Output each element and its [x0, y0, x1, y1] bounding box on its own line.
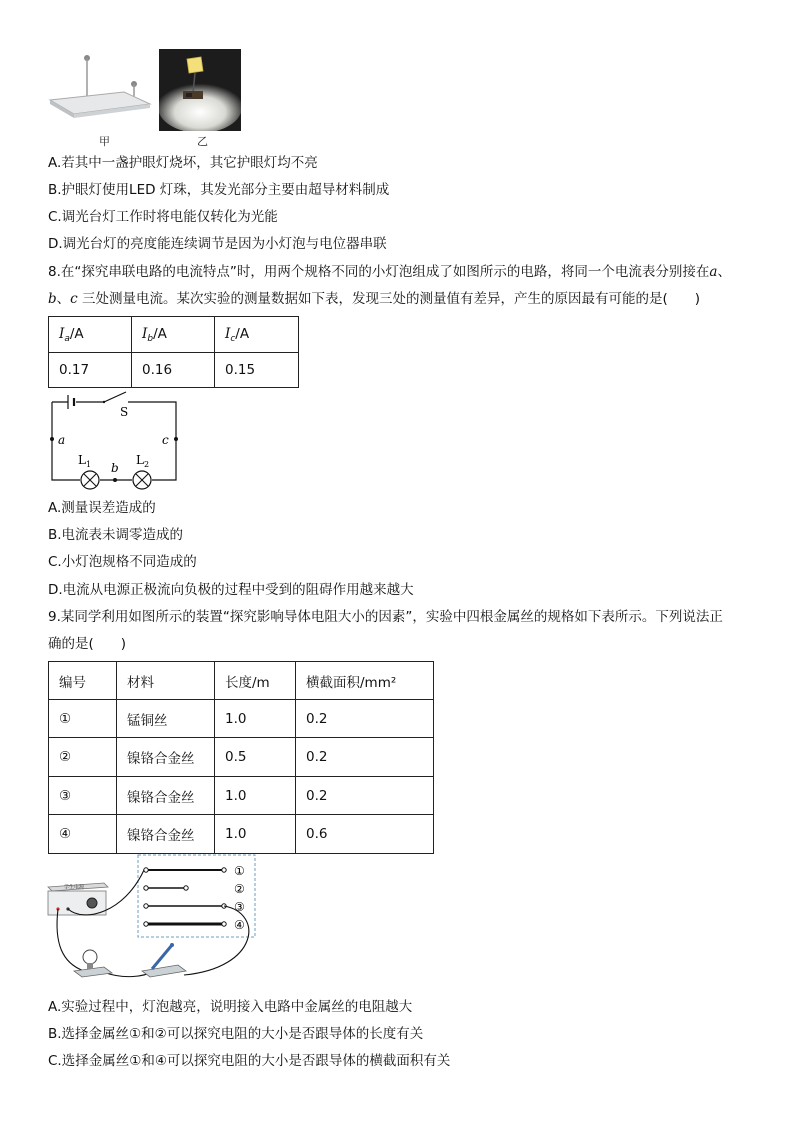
q7-option-c: C.调光台灯工作时将电能仅转化为光能 — [48, 209, 278, 225]
table-row: ④ 镍铬合金丝 1.0 0.6 — [49, 815, 434, 854]
resistance-apparatus-diagram — [44, 853, 260, 988]
q7-option-b: B.护眼灯使用LED 灯珠，其发光部分主要由超导材料制成 — [48, 182, 390, 198]
q8-stem-line1: 8.在“探究串联电路的电流特点”时，用两个规格不同的小灯泡组成了如图所示的电路，将同一个电流表分别接在a、 — [48, 264, 731, 280]
header-number: 编号 — [49, 662, 117, 700]
q7-option-a: A.若其中一盏护眼灯烧坏，其它护眼灯均不亮 — [48, 155, 318, 171]
q8-current-table — [48, 316, 299, 388]
header-area: 横截面积/mm² — [296, 662, 434, 700]
header-ib: $I_b/A$ — [132, 317, 215, 353]
value-ic: 0.15 — [215, 353, 299, 388]
table-row: ② 镍铬合金丝 0.5 0.2 — [49, 738, 434, 777]
table-row: ① 锰铜丝 1.0 0.2 — [49, 700, 434, 738]
series-circuit-diagram — [44, 388, 184, 496]
q9-option-a: A.实验过程中，灯泡越亮，说明接入电路中金属丝的电阻越大 — [48, 999, 413, 1015]
q7-option-d: D.调光台灯的亮度能连续调节是因为小灯泡与电位器串联 — [48, 236, 387, 252]
image-caption-yi: 乙 — [197, 135, 208, 148]
q8-option-a: A.测量误差造成的 — [48, 500, 156, 516]
q8-stem-line2: b、c 三处测量电流。某次实验的测量数据如下表，发现三处的测量值有差异，产生的原因最有可能的是( ) — [48, 291, 701, 307]
wire-label-3: ③ — [234, 900, 245, 914]
image-caption-jia: 甲 — [99, 135, 110, 148]
lamp-l2-label: $L_2$ — [136, 453, 150, 469]
q9-stem-line2: 确的是( ) — [48, 636, 127, 652]
q9-option-c: C.选择金属丝①和④可以探究电阻的大小是否跟导体的横截面积有关 — [48, 1053, 451, 1069]
point-b-label: b — [111, 461, 119, 475]
q9-stem-line1: 9.某同学利用如图所示的装置“探究影响导体电阻大小的因素”，实验中四根金属丝的规格如下表所示。下列说法正 — [48, 609, 723, 625]
lamp-l1-label: $L_1$ — [78, 453, 92, 469]
desk-lamp-photo — [159, 49, 241, 131]
point-c-label: c — [162, 433, 169, 447]
q8-option-d: D.电流从电源正极流向负极的过程中受到的阻碍作用越来越大 — [48, 582, 414, 598]
value-ib: 0.16 — [132, 353, 215, 388]
point-a-label: a — [58, 433, 66, 447]
q9-wire-spec-table — [48, 661, 434, 854]
table-row: ③ 镍铬合金丝 1.0 0.2 — [49, 777, 434, 815]
ceiling-lamp-illustration — [46, 54, 154, 132]
q9-option-b: B.选择金属丝①和②可以探究电阻的大小是否跟导体的长度有关 — [48, 1026, 424, 1042]
switch-label: S — [120, 405, 129, 419]
bulb-icon — [83, 950, 97, 964]
q8-option-c: C.小灯泡规格不同造成的 — [48, 554, 197, 570]
header-length: 长度/m — [215, 662, 296, 700]
value-ia: 0.17 — [49, 353, 132, 388]
header-ic: $I_c/A$ — [215, 317, 299, 353]
wire-label-4: ④ — [234, 918, 245, 932]
wire-label-2: ② — [234, 882, 245, 896]
q8-option-b: B.电流表未调零造成的 — [48, 527, 184, 543]
header-material: 材料 — [117, 662, 215, 700]
wire-label-1: ① — [234, 864, 245, 878]
knife-switch-icon — [142, 965, 186, 977]
header-ia: $I_a/A$ — [49, 317, 132, 353]
power-supply-label: 学生电源 — [64, 884, 85, 891]
